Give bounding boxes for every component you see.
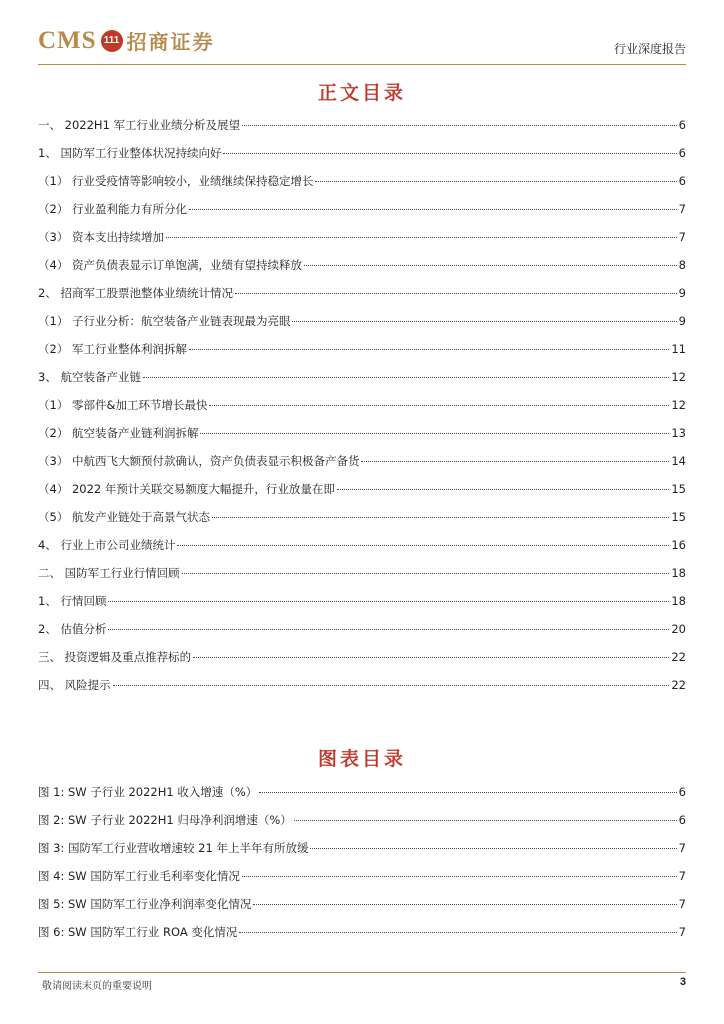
toc-entry-label: （1） 行业受疫情等影响较小，业绩继续保持稳定增长: [38, 174, 314, 188]
toc-entry[interactable]: [38, 145, 686, 173]
toc-entry-page: 6: [678, 146, 686, 160]
toc-entry[interactable]: [38, 537, 686, 565]
toc-entry-label: 1、 国防军工行业整体状况持续向好: [38, 146, 222, 160]
toc-entry-page: 6: [678, 118, 686, 132]
toc-entry-label: 图 6: SW 国防军工行业 ROA 变化情况: [38, 925, 238, 939]
toc-entry[interactable]: [38, 924, 686, 952]
report-type-label: 行业深度报告: [613, 42, 686, 56]
toc-entry[interactable]: [38, 201, 686, 229]
toc-dot-leader: [337, 489, 669, 490]
toc-entry-page: 11: [671, 342, 686, 356]
toc-entry[interactable]: [38, 481, 686, 509]
toc-dot-leader: [189, 209, 677, 210]
toc-entry[interactable]: [38, 509, 686, 537]
toc-entry-page: 22: [671, 650, 686, 664]
page-number: 3: [679, 976, 686, 988]
toc-entry-page: 9: [678, 314, 686, 328]
toc-dot-leader: [189, 349, 669, 350]
toc-entry[interactable]: [38, 341, 686, 369]
toc-figures-list: [38, 784, 686, 952]
toc-entry[interactable]: [38, 257, 686, 285]
toc-entry[interactable]: [38, 621, 686, 649]
toc-entry-page: 16: [671, 538, 686, 552]
toc-dot-leader: [361, 461, 669, 462]
toc-entry-label: 2、 估值分析: [38, 622, 107, 636]
toc-dot-leader: [143, 377, 669, 378]
toc-dot-leader: [242, 125, 677, 126]
toc-entry-page: 15: [671, 482, 686, 496]
toc-entry-label: （2） 航空装备产业链利润拆解: [38, 426, 199, 440]
toc-entry-label: 图 2: SW 子行业 2022H1 归母净利润增速（%）: [38, 813, 292, 827]
toc-entry-page: 6: [678, 813, 686, 827]
toc-entry[interactable]: [38, 649, 686, 677]
toc-entry-label: 3、 航空装备产业链: [38, 370, 141, 384]
toc-entry[interactable]: [38, 313, 686, 341]
toc-entry-page: 9: [678, 286, 686, 300]
toc-entry-page: 6: [678, 174, 686, 188]
toc-entry[interactable]: [38, 425, 686, 453]
toc-entry-page: 20: [671, 622, 686, 636]
toc-dot-leader: [235, 293, 677, 294]
toc-dot-leader: [259, 792, 676, 793]
toc-entry[interactable]: [38, 784, 686, 812]
toc-entry-page: 18: [671, 566, 686, 580]
toc-dot-leader: [212, 517, 669, 518]
toc-entry-label: 图 1: SW 子行业 2022H1 收入增速（%）: [38, 785, 258, 799]
toc-dot-leader: [292, 321, 676, 322]
toc-dot-leader: [209, 405, 669, 406]
company-logo: [38, 26, 215, 55]
toc-entry-page: 22: [671, 678, 686, 692]
page-header: [38, 22, 686, 64]
toc-entry-page: 12: [671, 398, 686, 412]
toc-dot-leader: [193, 657, 669, 658]
toc-dot-leader: [166, 237, 677, 238]
toc-entry-label: （3） 中航西飞大额预付款确认，资产负债表显示积极备产备货: [38, 454, 360, 468]
toc-main-title: 正文目录: [317, 82, 406, 104]
header-divider: [38, 64, 686, 65]
toc-entry[interactable]: [38, 812, 686, 840]
toc-entry-page: 7: [678, 841, 686, 855]
toc-entry[interactable]: [38, 677, 686, 705]
toc-entry-label: 图 5: SW 国防军工行业净利润率变化情况: [38, 897, 252, 911]
toc-entry-label: （4） 资产负债表显示订单饱满，业绩有望持续释放: [38, 258, 302, 272]
footer-disclaimer: 敬请阅读末页的重要说明: [42, 981, 152, 992]
toc-entry-label: 图 3: 国防军工行业营收增速较 21 年上半年有所放缓: [38, 841, 309, 855]
toc-entry-page: 15: [671, 510, 686, 524]
logo-cms-text: CMS: [38, 26, 97, 54]
toc-entry-label: （2） 军工行业整体利润拆解: [38, 342, 187, 356]
toc-entry-label: （3） 资本支出持续增加: [38, 230, 164, 244]
toc-figures-title: 图表目录: [317, 748, 406, 770]
toc-entry[interactable]: [38, 173, 686, 201]
toc-dot-leader: [108, 629, 669, 630]
toc-dot-leader: [253, 904, 676, 905]
logo-emblem-icon: 111: [101, 30, 123, 52]
toc-entry[interactable]: [38, 285, 686, 313]
toc-entry-page: 7: [678, 202, 686, 216]
toc-dot-leader: [310, 848, 676, 849]
toc-entry-label: 四、 风险提示: [38, 678, 111, 692]
footer-divider: [38, 972, 686, 973]
toc-dot-leader: [304, 265, 677, 266]
toc-entry-label: 2、 招商军工股票池整体业绩统计情况: [38, 286, 233, 300]
toc-entry[interactable]: [38, 117, 686, 145]
toc-dot-leader: [113, 685, 670, 686]
toc-entry-page: 14: [671, 454, 686, 468]
toc-entry[interactable]: [38, 868, 686, 896]
toc-entry[interactable]: [38, 840, 686, 868]
toc-entry[interactable]: [38, 896, 686, 924]
toc-entry[interactable]: [38, 397, 686, 425]
toc-entry-page: 7: [678, 897, 686, 911]
toc-dot-leader: [200, 433, 669, 434]
toc-dot-leader: [223, 153, 676, 154]
toc-dot-leader: [108, 601, 669, 602]
toc-entry-label: 1、 行情回顾: [38, 594, 107, 608]
toc-entry[interactable]: [38, 593, 686, 621]
toc-entry-label: （4） 2022 年预计关联交易额度大幅提升，行业放量在即: [38, 482, 335, 496]
toc-entry-page: 18: [671, 594, 686, 608]
toc-entry[interactable]: [38, 369, 686, 397]
toc-entry-page: 7: [678, 925, 686, 939]
toc-entry-label: 图 4: SW 国防军工行业毛利率变化情况: [38, 869, 240, 883]
toc-entry[interactable]: [38, 453, 686, 481]
toc-entry-page: 7: [678, 230, 686, 244]
toc-entry-label: （2） 行业盈利能力有所分化: [38, 202, 187, 216]
toc-entry-page: 6: [678, 785, 686, 799]
toc-entry-label: 一、 2022H1 军工行业业绩分析及展望: [38, 118, 241, 132]
toc-entry-label: 二、 国防军工行业行情回顾: [38, 566, 180, 580]
toc-main-list: [38, 117, 686, 705]
toc-dot-leader: [177, 545, 669, 546]
toc-dot-leader: [239, 932, 676, 933]
toc-dot-leader: [294, 820, 677, 821]
toc-entry-label: （1） 零部件&加工环节增长最快: [38, 398, 208, 412]
toc-dot-leader: [315, 181, 676, 182]
toc-entry[interactable]: [38, 565, 686, 593]
logo-cn-text: 招商证券: [126, 30, 215, 54]
toc-dot-leader: [242, 876, 677, 877]
toc-entry-label: 三、 投资逻辑及重点推荐标的: [38, 650, 192, 664]
toc-entry[interactable]: [38, 229, 686, 257]
toc-entry-label: （5） 航发产业链处于高景气状态: [38, 510, 210, 524]
toc-entry-label: 4、 行业上市公司业绩统计: [38, 538, 176, 552]
toc-entry-page: 13: [671, 426, 686, 440]
toc-entry-page: 12: [671, 370, 686, 384]
toc-entry-page: 8: [678, 258, 686, 272]
toc-dot-leader: [182, 573, 670, 574]
toc-entry-page: 7: [678, 869, 686, 883]
toc-entry-label: （1） 子行业分析：航空装备产业链表现最为亮眼: [38, 314, 291, 328]
